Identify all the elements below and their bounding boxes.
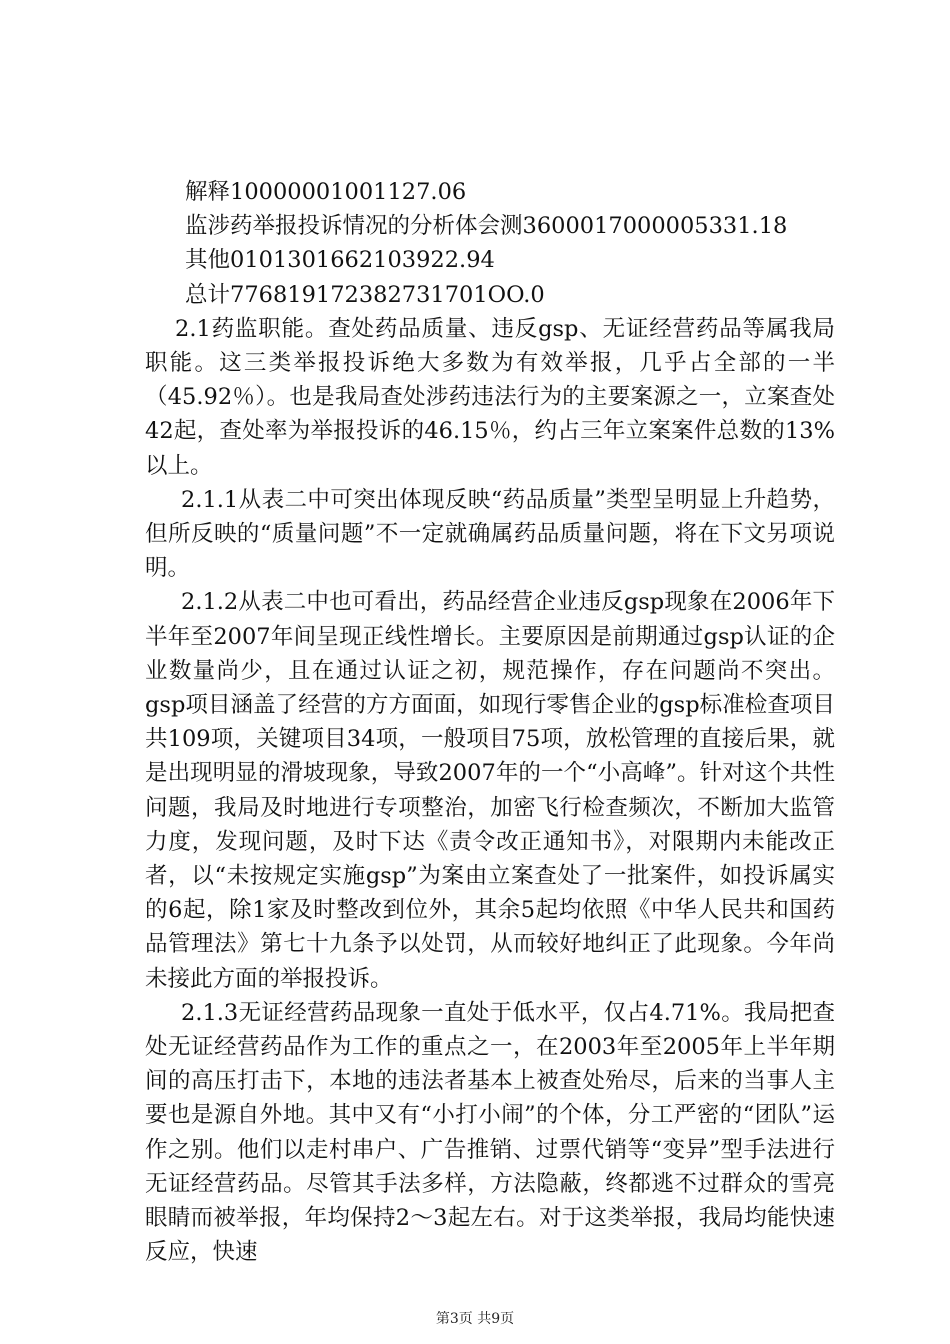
paragraph-2-1-1: 2.1.1从表二中可突出体现反映“药品质量”类型呈明显上升趋势，但所反映的“质量问题”不一定就确属药品质量问题，将在下文另项说明。 [145, 486, 835, 582]
paragraph-2-1-2: 2.1.2从表二中也可看出，药品经营企业违反gsp现象在2006年下半年至2007年间呈现正线性增长。主要原因是前期通过gsp认证的企业数量尚少，且在通过认证之初，规范操作，存在问题尚不突出。gsp项目涵盖了经营的方方面面，如现行零售企业的gsp标准检查项目共109项，关键项目34项，一般项目75项，放松管理的直接后果，就是出现明显的滑坡现象，导致2007年的一个“小高峰”。针对这个共性问题，我局及时地进行专项整治，加密飞行检查频次，不断加大监管力度，发现问题，及时下达《责令改正通知书》，对限期内未能改正者，以“未按规定实施gsp”为案由立案查处了一批案件，如投诉属实的6起，除1家及时整改到位外，其余5起均依照《中华人民共和国药品管理法》第七十九条予以处罚，从而较好地纠正了此现象。今年尚未接此方面的举报投诉。 [145, 589, 835, 992]
table-row-other: 其他0101301662103922.94 [185, 247, 495, 274]
table-row-monitoring: 监涉药举报投诉情况的分析体会测3600017000005331.18 [185, 213, 788, 240]
page-body [145, 175, 835, 1270]
table-row-explanation: 解释10000001001127.06 [185, 179, 467, 205]
table-row-total: 总计776819172382731701OO.0 [185, 281, 545, 308]
page-footer: 第3页 共9页 [435, 1311, 515, 1327]
paragraph-2-1: 2.1药监职能。查处药品质量、违反gsp、无证经营药品等属我局职能。这三类举报投诉绝大多数为有效举报，几乎占全部的一半（45.92％）。也是我局查处涉药违法行为的主要案源之一，立案查处42起，查处率为举报投诉的46.15％，约占三年立案案件总数的13%以上。 [145, 315, 835, 479]
paragraph-2-1-3: 2.1.3无证经营药品现象一直处于低水平，仅占4.71%。我局把查处无证经营药品作为工作的重点之一，在2003年至2005年上半年期间的高压打击下，本地的违法者基本上被查处殆尽，后来的当事人主要也是源自外地。其中又有“小打小闹”的个体，分工严密的“团队”运作之别。他们以走村串户、广告推销、过票代销等“变异”型手法进行无证经营药品。尽管其手法多样，方法隐蔽，终都逃不过群众的雪亮眼睛而被举报，年均保持2～3起左右。对于这类举报，我局均能快速反应，快速 [145, 999, 835, 1266]
